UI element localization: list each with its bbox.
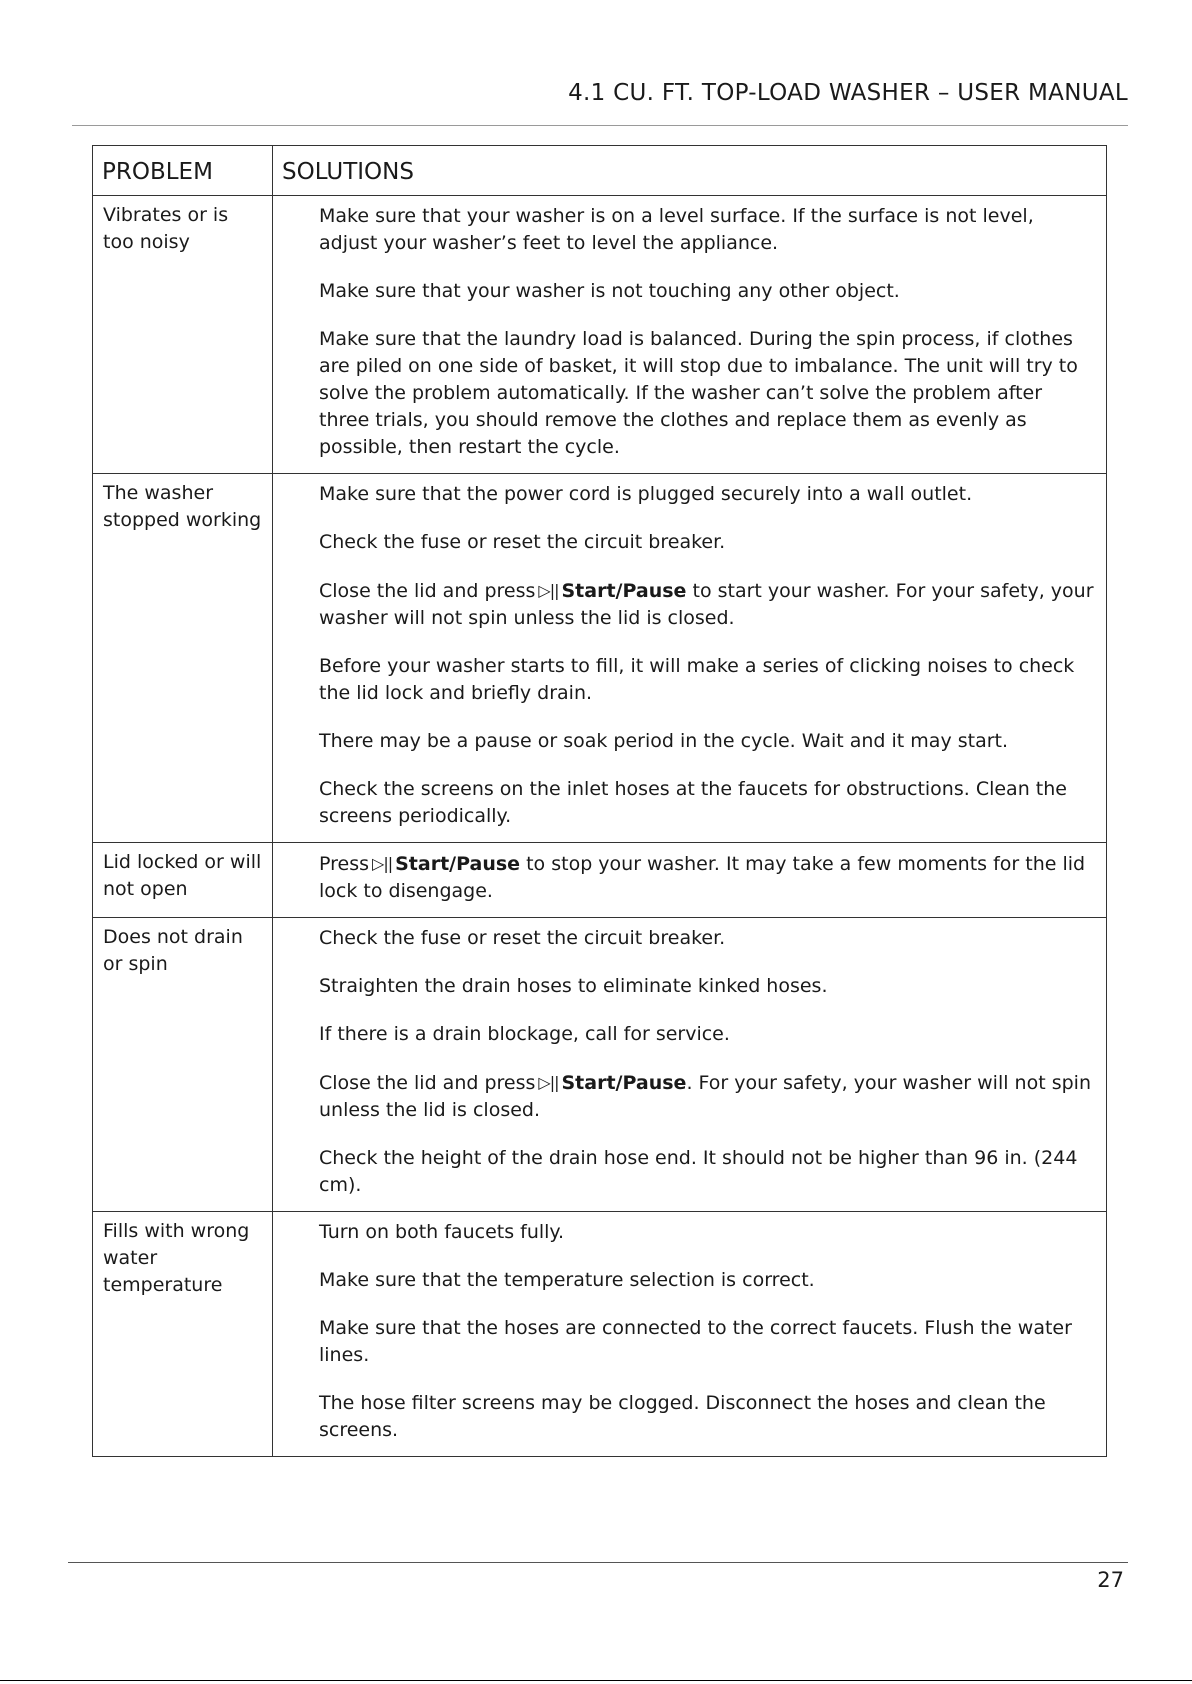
play-pause-icon: ▷|| (372, 854, 393, 873)
troubleshooting-table-body (93, 196, 1107, 1457)
solution-item (319, 1069, 1096, 1124)
table-header-row (93, 146, 1107, 196)
solutions-cell (273, 918, 1107, 1212)
start-pause-button-label: Start/Pause (395, 853, 521, 875)
problem-cell: Lid locked or will not open (93, 843, 273, 918)
page-bottom-edge (0, 1680, 1192, 1681)
solution-text: to start your washer. For your safety, your washer will not spin unless the lid is closed. (319, 580, 1094, 629)
table-row (93, 843, 1107, 918)
problem-cell: Fills with wrong water temperature (93, 1212, 273, 1457)
solutions-column-header: SOLUTIONS (273, 146, 1107, 196)
problem-cell: Vibrates or is too noisy (93, 196, 273, 474)
solution-item: Check the fuse or reset the circuit breaker. (319, 927, 726, 949)
solution-item: Make sure that the power cord is plugged securely into a wall outlet. (319, 483, 973, 505)
solution-item: Check the screens on the inlet hoses at the faucets for obstructions. Clean the screens periodically. (319, 778, 1067, 827)
solution-text: to stop your washer. It may take a few moments for the lid lock to disengage. (319, 853, 1086, 902)
solution-item: Make sure that your washer is not touching any other object. (319, 280, 900, 302)
start-pause-button-label: Start/Pause (561, 1072, 687, 1094)
page-header-title: 4.1 CU. FT. TOP-LOAD WASHER – USER MANUAL (568, 80, 1128, 106)
solution-text: Press (319, 853, 370, 875)
table-row (93, 196, 1107, 474)
page-number: 27 (1097, 1568, 1124, 1592)
problem-cell: The washer stopped working (93, 474, 273, 843)
table-row (93, 474, 1107, 843)
solution-item: Make sure that the laundry load is balanced. During the spin process, if clothes are piled on one side of basket, it will stop due to imbalance. The unit will try to solve the problem automatically. If the washer can’t solve the problem after three trials, you should remove the clothes and replace them as evenly as possible, then restart the cycle. (319, 328, 1078, 458)
solution-item: Make sure that your washer is on a level surface. If the surface is not level, adjust your washer’s feet to level the appliance. (319, 205, 1034, 254)
solution-item: Make sure that the temperature selection is correct. (319, 1269, 815, 1291)
solution-item: The hose filter screens may be clogged. Disconnect the hoses and clean the screens. (319, 1392, 1046, 1441)
solution-text: . For your safety, your washer will not spin unless the lid is closed. (319, 1072, 1091, 1121)
solution-item: Check the height of the drain hose end. It should not be higher than 96 in. (244 cm). (319, 1147, 1078, 1196)
play-pause-icon: ▷|| (538, 581, 559, 600)
play-pause-icon: ▷|| (538, 1073, 559, 1092)
troubleshooting-table (92, 145, 1107, 1457)
solutions-cell (273, 843, 1107, 918)
table-row (93, 918, 1107, 1212)
solution-item: There may be a pause or soak period in the cycle. Wait and it may start. (319, 730, 1009, 752)
solution-text: Close the lid and press (319, 1072, 536, 1094)
solutions-cell (273, 474, 1107, 843)
footer-divider (68, 1562, 1128, 1563)
solution-item: Check the fuse or reset the circuit breaker. (319, 531, 726, 553)
solution-item: Turn on both faucets fully. (319, 1221, 565, 1243)
table-row (93, 1212, 1107, 1457)
solution-item: Straighten the drain hoses to eliminate kinked hoses. (319, 975, 828, 997)
solution-item: Before your washer starts to fill, it will make a series of clicking noises to check the lid lock and briefly drain. (319, 655, 1075, 704)
solution-item: Make sure that the hoses are connected to the correct faucets. Flush the water lines. (319, 1317, 1072, 1366)
solution-item (319, 577, 1096, 632)
header-divider (72, 125, 1128, 126)
solutions-cell (273, 1212, 1107, 1457)
solutions-cell (273, 196, 1107, 474)
solution-item: If there is a drain blockage, call for service. (319, 1023, 730, 1045)
solution-item (319, 850, 1096, 905)
solution-text: Close the lid and press (319, 580, 536, 602)
start-pause-button-label: Start/Pause (561, 580, 687, 602)
problem-column-header: PROBLEM (93, 146, 273, 196)
problem-cell: Does not drain or spin (93, 918, 273, 1212)
